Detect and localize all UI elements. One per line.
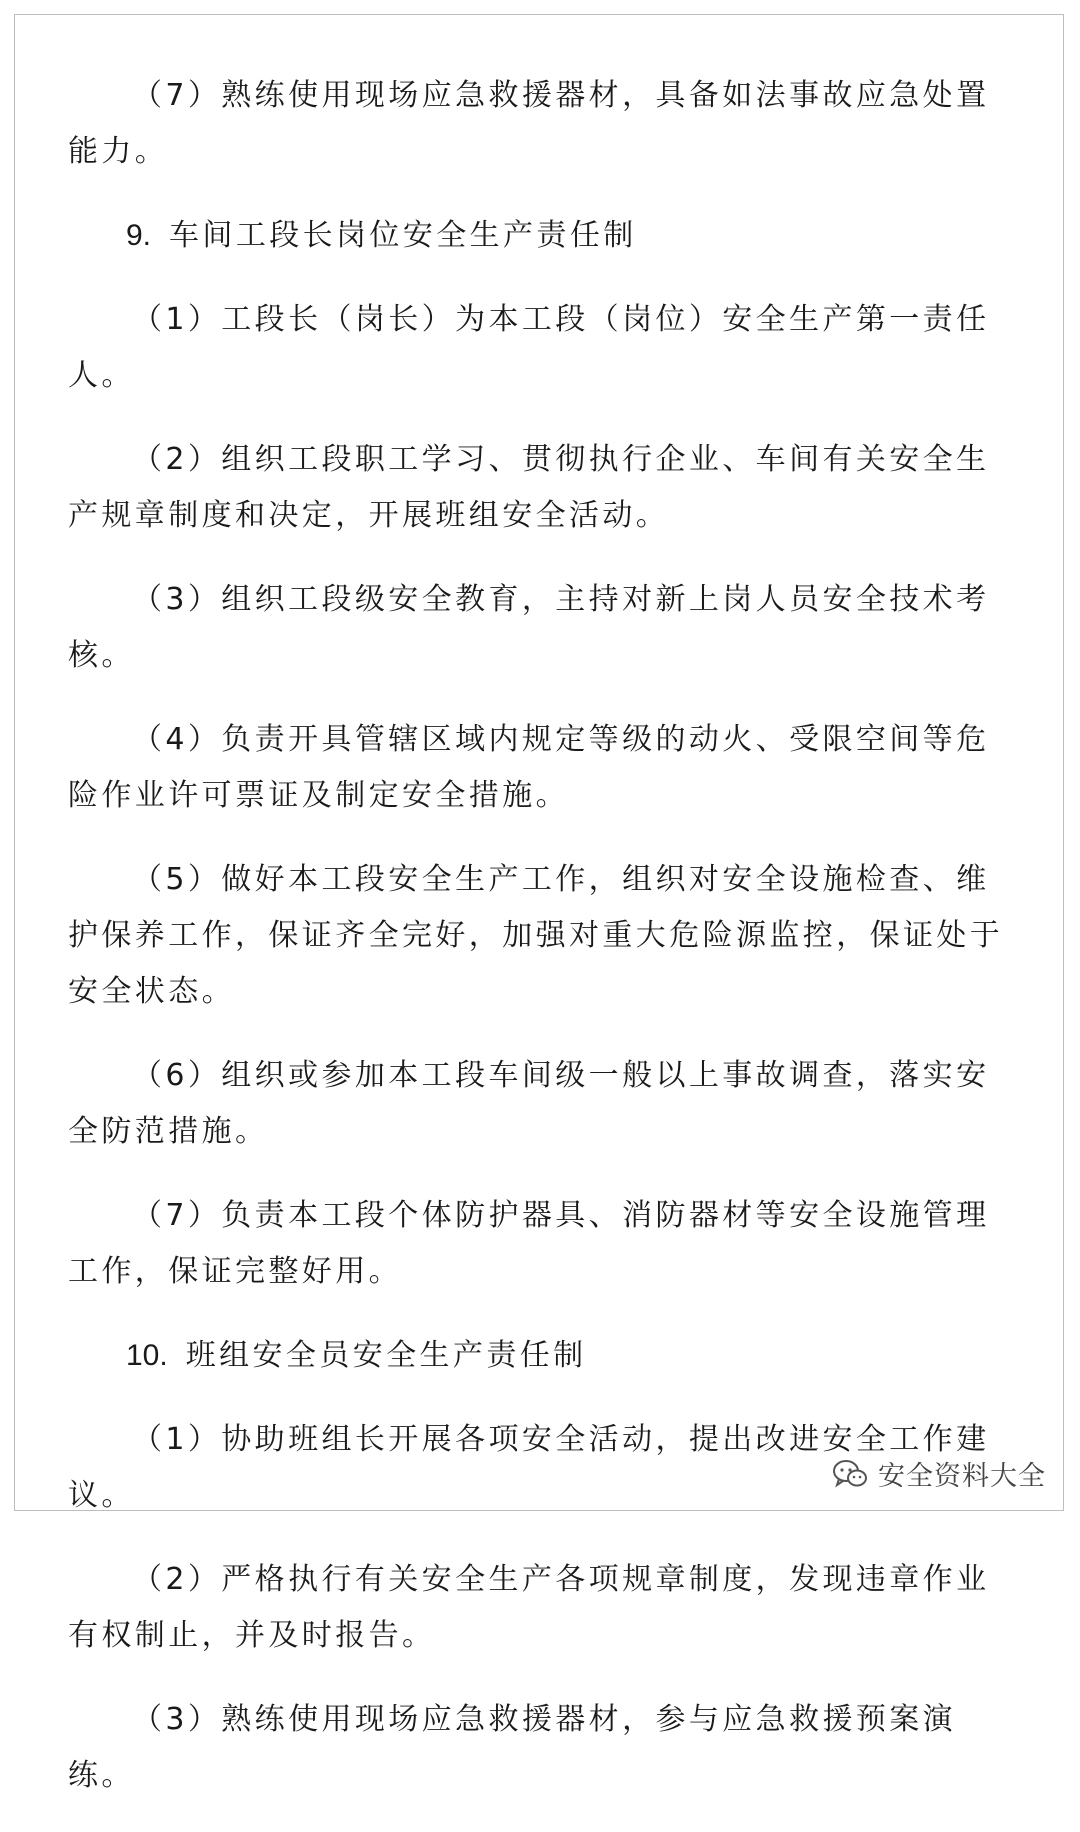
paragraph: （1）工段长（岗长）为本工段（岗位）安全生产第一责任人。 bbox=[68, 302, 990, 393]
section-heading bbox=[68, 208, 1018, 264]
paragraph: （7）熟练使用现场应急救援器材，具备如法事故应急处置能力。 bbox=[68, 78, 990, 169]
watermark-text: 安全资料大全 bbox=[878, 1461, 1046, 1492]
paragraph: （6）组织或参加本工段车间级一般以上事故调查，落实安全防范措施。 bbox=[68, 1058, 990, 1149]
paragraph: （5）做好本工段安全生产工作，组织对安全设施检查、维护保养工作，保证齐全完好，加强对重大危险源监控，保证处于安全状态。 bbox=[68, 862, 1004, 1009]
paragraph: （3）熟练使用现场应急救援器材，参与应急救援预案演练。 bbox=[68, 1702, 957, 1793]
paragraph: （2）严格执行有关安全生产各项规章制度，发现违章作业有权制止，并及时报告。 bbox=[68, 1562, 990, 1653]
paragraph: （7）负责本工段个体防护器具、消防器材等安全设施管理工作，保证完整好用。 bbox=[68, 1198, 990, 1289]
section-title: 班组安全员安全生产责任制 bbox=[185, 1338, 587, 1373]
section-number: 10. bbox=[126, 1339, 168, 1372]
document-body bbox=[68, 68, 1018, 1832]
section-number: 9. bbox=[126, 219, 152, 252]
paragraph: （3）组织工段级安全教育，主持对新上岗人员安全技术考核。 bbox=[68, 582, 990, 673]
paragraph: （1）协助班组长开展各项安全活动，提出改进安全工作建议。 bbox=[68, 1422, 990, 1513]
wechat-icon bbox=[832, 1459, 868, 1489]
section-title: 车间工段长岗位安全生产责任制 bbox=[169, 218, 637, 253]
paragraph: （2）组织工段职工学习、贯彻执行企业、车间有关安全生产规章制度和决定，开展班组安全活动。 bbox=[68, 442, 990, 533]
watermark bbox=[832, 1454, 1046, 1493]
paragraph: （4）负责开具管辖区域内规定等级的动火、受限空间等危险作业许可票证及制定安全措施。 bbox=[68, 722, 990, 813]
section-heading bbox=[68, 1328, 1018, 1384]
